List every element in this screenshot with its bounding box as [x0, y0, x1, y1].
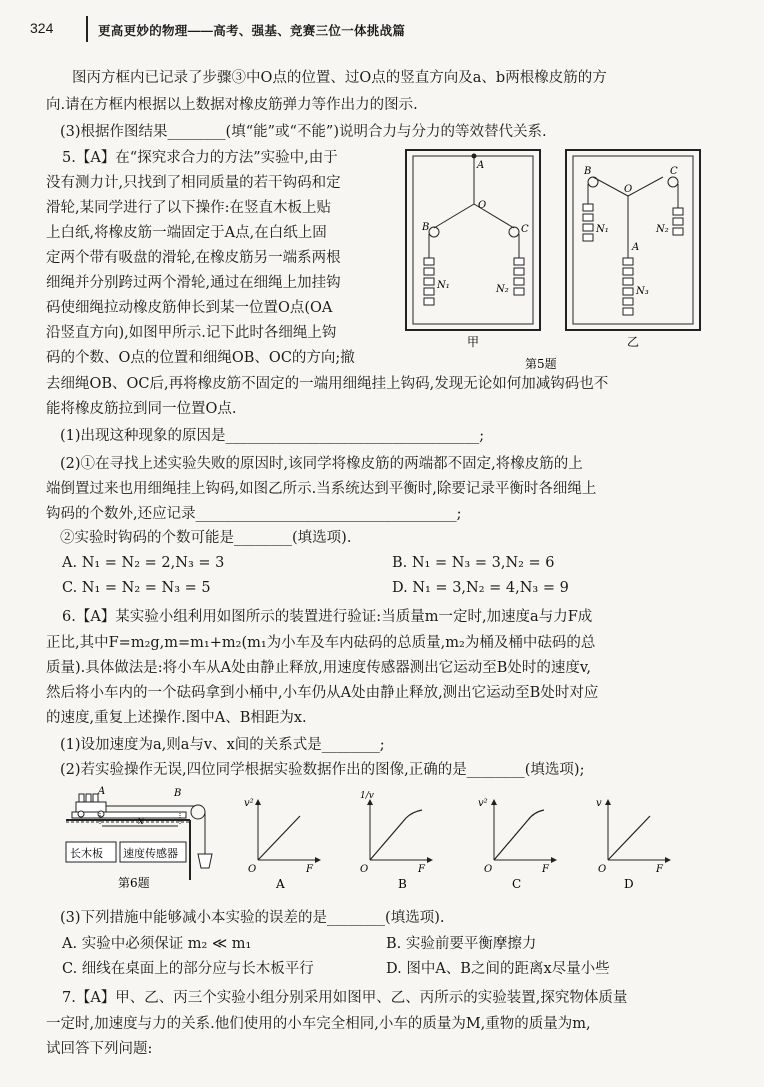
text-line: 一定时,加速度与力的关系.他们使用的小车完全相同,小车的质量为M,重物的质量为m, — [46, 1016, 591, 1032]
figure-6-graphs — [240, 788, 680, 896]
text-line: 细绳并分别跨过两个滑轮,通过在细绳上加挂钩 — [46, 275, 341, 291]
graph-d — [596, 798, 670, 891]
text-line: (2)①在寻找上述实验失败的原因时,该同学将橡皮筋的两端都不固定,将橡皮筋的上 — [60, 456, 583, 472]
apparatus-label-x: x — [138, 816, 144, 827]
figure-5-label-jia: 甲 — [467, 335, 480, 349]
label-o-yi: O — [624, 184, 633, 195]
question-7-title: 7.【A】甲、乙、丙三个实验小组分别采用如图甲、乙、丙所示的实验装置,探究物体质量 — [62, 990, 628, 1006]
graph-b — [360, 791, 432, 891]
figure-5 — [398, 146, 718, 376]
figure-5-panel-jia — [406, 150, 540, 330]
graph-a-y-axis: v² — [244, 798, 254, 809]
label-n2: N₂ — [496, 284, 509, 295]
graph-a-label: A — [276, 877, 285, 891]
option-5c: C. N₁ = N₂ = N₃ = 5 — [62, 580, 211, 596]
text-line: (3)根据作图结果________(填“能”或“不能”)说明合力与分力的等效替代关系. — [60, 124, 547, 140]
text-line: 钩码的个数外,还应记录____________________________________; — [46, 506, 462, 522]
figure-5-label-yi: 乙 — [627, 335, 640, 349]
text-line: (3)下列措施中能够减小本实验的误差的是________(填选项). — [60, 910, 445, 926]
text-line: 然后将小车内的一个砝码拿到小桶中,小车仍从A处由静止释放,测出它运动至B处时对应 — [46, 685, 599, 701]
header-divider — [86, 16, 88, 42]
text-line: 图丙方框内已记录了步骤③中O点的位置、过O点的竖直方向及a、b两根橡皮筋的方 — [72, 70, 607, 86]
graph-a-origin: O — [248, 864, 257, 875]
label-n2-yi: N₂ — [656, 224, 669, 235]
text-line: 码的个数、O点的位置和细绳OB、OC的方向;撤 — [46, 350, 355, 366]
text-line: 定两个带有吸盘的滑轮,在橡皮筋另一端系两根 — [46, 250, 341, 266]
text-line: (1)出现这种现象的原因是___________________________________; — [60, 428, 485, 444]
figure-6-apparatus — [62, 784, 232, 896]
text-line: 码使细绳拉动橡皮筋伸长到某一位置O点(OA — [46, 300, 333, 316]
label-b: B — [422, 222, 430, 233]
graph-d-x-axis: F — [656, 864, 663, 875]
text-line: 正比,其中F=m₂g,m=m₁+m₂(m₁为小车及车内砝码的总质量,m₂为桶及桶中砝码的总 — [46, 635, 596, 651]
page-number: 324 — [30, 20, 54, 36]
graph-b-y-axis: 1/v — [360, 791, 374, 801]
label-n3-yi: N₃ — [636, 286, 649, 297]
figure-5-panel-yi — [566, 150, 700, 330]
label-n1-yi: N₁ — [596, 224, 609, 235]
text-line: 质量).具体做法是:将小车从A处由静止释放,用速度传感器测出它运动至B处时的速度v, — [46, 660, 591, 676]
text-line: 端倒置过来也用细绳挂上钩码,如图乙所示.当系统达到平衡时,除要记录平衡时各细绳上 — [46, 481, 597, 497]
graph-b-origin: O — [360, 864, 369, 875]
speed-sensor-label: 速度传感器 — [123, 847, 178, 860]
text-line: 滑轮,某同学进行了以下操作:在竖直木板上贴 — [46, 200, 331, 216]
graph-a — [244, 798, 320, 891]
graph-d-y-axis: v — [596, 798, 602, 809]
text-line: 上白纸,将橡皮筋一端固定于A点,在白纸上固 — [46, 225, 327, 241]
text-line: 试回答下列问题: — [46, 1041, 153, 1057]
apparatus-label-a: A — [98, 786, 106, 797]
option-6b: B. 实验前要平衡摩擦力 — [386, 936, 537, 952]
book-title: 更高更妙的物理——高考、强基、竞赛三位一体挑战篇 — [98, 24, 406, 38]
graph-b-label: B — [398, 877, 407, 891]
option-5a: A. N₁ = N₂ = 2,N₃ = 3 — [62, 555, 225, 571]
text-line: (2)若实验操作无误,四位同学根据实验数据作出的图像,正确的是________(填选项); — [60, 762, 585, 778]
graph-d-label: D — [624, 877, 634, 891]
text-line: 的速度,重复上述操作.图中A、B相距为x. — [46, 710, 307, 726]
option-6d: D. 图中A、B之间的距离x尽量小些 — [386, 961, 610, 977]
graph-d-origin: O — [598, 864, 607, 875]
text-line: 向.请在方框内根据以上数据对橡皮筋弹力等作出力的图示. — [46, 97, 418, 113]
text-line: 沿竖直方向),如图甲所示.记下此时各细绳上钩 — [46, 325, 337, 341]
label-c-yi: C — [670, 166, 678, 177]
label-n1: N₁ — [437, 280, 450, 291]
graph-c-origin: O — [484, 864, 493, 875]
question-6-title: 6.【A】某实验小组利用如图所示的装置进行验证:当质量m一定时,加速度a与力F成 — [62, 609, 593, 625]
question-5-title: 5.【A】在“探究求合力的方法”实验中,由于 — [62, 150, 338, 166]
label-o: O — [478, 200, 487, 211]
option-5d: D. N₁ = 3,N₂ = 4,N₃ = 9 — [392, 580, 569, 596]
option-5b: B. N₁ = N₃ = 3,N₂ = 6 — [392, 555, 555, 571]
figure-5-caption: 第5题 — [525, 357, 557, 371]
text-line: (1)设加速度为a,则a与v、x间的关系式是________; — [60, 737, 385, 753]
graph-b-x-axis: F — [418, 864, 425, 875]
option-6a: A. 实验中必须保证 m₂ ≪ m₁ — [62, 936, 252, 952]
text-line: 去细绳OB、OC后,再将橡皮筋不固定的一端用细绳挂上钩码,发现无论如何加减钩码也不 — [46, 376, 609, 392]
graph-a-x-axis: F — [306, 864, 313, 875]
graph-c-y-axis: v² — [478, 798, 488, 809]
graph-c — [478, 798, 556, 891]
label-a: A — [477, 160, 485, 171]
text-line: ②实验时钩码的个数可能是________(填选项). — [60, 530, 352, 546]
label-a-yi: A — [632, 242, 640, 253]
long-board-label: 长木板 — [70, 847, 103, 860]
apparatus-label-b: B — [174, 788, 182, 799]
text-line: 能将橡皮筋拉到同一位置O点. — [46, 401, 237, 417]
label-c: C — [521, 224, 529, 235]
option-6c: C. 细线在桌面上的部分应与长木板平行 — [62, 961, 314, 977]
text-line: 没有测力计,只找到了相同质量的若干钩码和定 — [46, 175, 341, 191]
graph-c-label: C — [512, 877, 522, 891]
label-b-yi: B — [584, 166, 592, 177]
graph-c-x-axis: F — [542, 864, 549, 875]
figure-6-caption: 第6题 — [118, 876, 150, 890]
